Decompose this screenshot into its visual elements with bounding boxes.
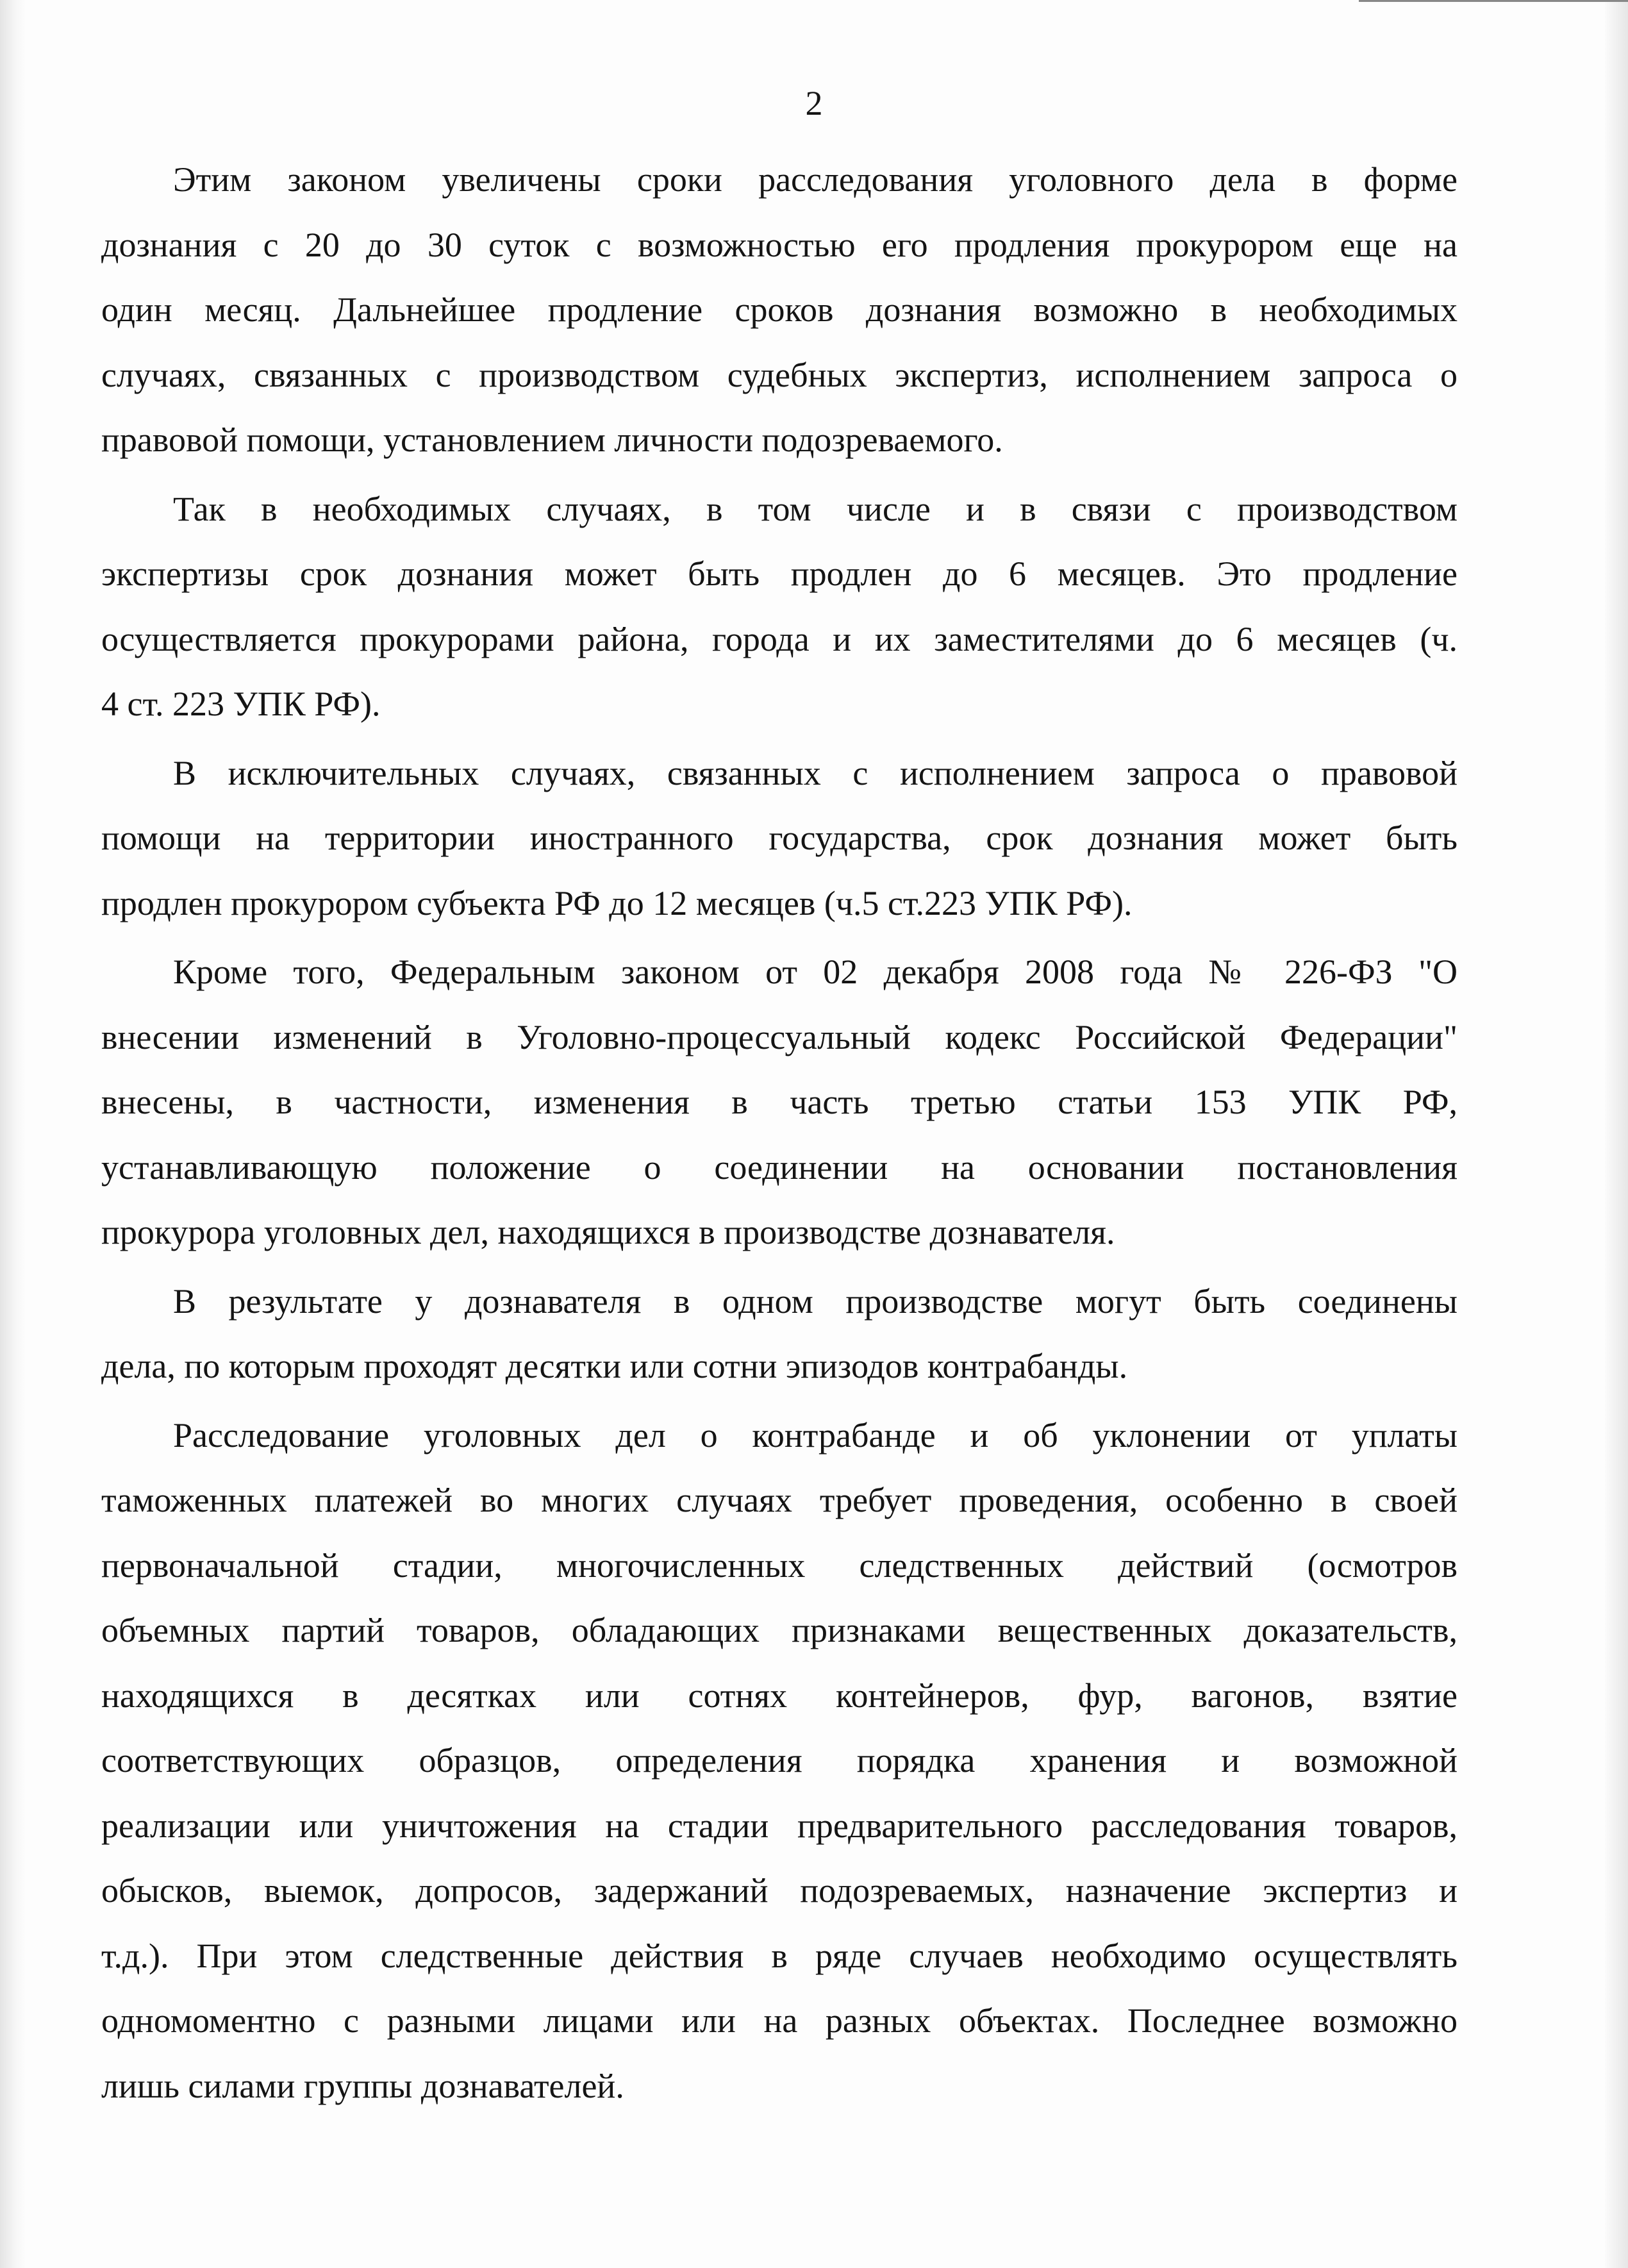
text-line: правовой помощи, установлением личности подозреваемого. xyxy=(101,421,1003,459)
text-line: В результате у дознавателя в одном производстве могут быть соединены xyxy=(173,1281,1458,1321)
paragraph xyxy=(101,1269,1458,1399)
text-line: дела, по которым проходят десятки или сотни эпизодов контрабанды. xyxy=(101,1347,1128,1385)
text-line: т.д.). При этом следственные действия в ряде случаев необходимо осуществлять xyxy=(101,1936,1458,1975)
text-line: реализации или уничтожения на стадии предварительного расследования товаров, xyxy=(101,1806,1458,1845)
paragraph xyxy=(101,477,1458,737)
text-line: 4 ст. 223 УПК РФ). xyxy=(101,685,381,723)
text-line: первоначальной стадии, многочисленных следственных действий (осмотров xyxy=(101,1546,1458,1585)
text-line: соответствующих образцов, определения порядка хранения и возможной xyxy=(101,1741,1458,1780)
text-line: Кроме того, Федеральным законом от 02 декабря 2008 года № 226-ФЗ "О xyxy=(173,953,1458,991)
text-line: дознания с 20 до 30 суток с возможностью его продления прокурором еще на xyxy=(101,225,1458,264)
scan-edge-left xyxy=(0,0,26,2268)
text-line: случаях, связанных с производством судебных экспертиз, исполнением запроса о xyxy=(101,355,1458,394)
paragraph xyxy=(101,147,1458,473)
text-line: внесены, в частности, изменения в часть третью статьи 153 УПК РФ, xyxy=(101,1083,1458,1121)
text-line: помощи на территории иностранного государства, срок дознания может быть xyxy=(101,819,1458,857)
paragraph xyxy=(101,940,1458,1265)
text-line: один месяц. Дальнейшее продление сроков дознания возможно в необходимых xyxy=(101,290,1458,329)
text-line: находящихся в десятках или сотнях контейнеров, фур, вагонов, взятие xyxy=(101,1676,1458,1715)
page-number: 2 xyxy=(805,84,823,122)
text-line: продлен прокурором субъекта РФ до 12 месяцев (ч.5 ст.223 УПК РФ). xyxy=(101,883,1133,922)
text-line: прокурора уголовных дел, находящихся в производстве дознавателя. xyxy=(101,1213,1115,1251)
text-line: В исключительных случаях, связанных с исполнением запроса о правовой xyxy=(173,753,1458,792)
text-line: Расследование уголовных дел о контрабанде и об уклонении от уплаты xyxy=(173,1415,1458,1455)
text-line: объемных партий товаров, обладающих признаками вещественных доказательств, xyxy=(101,1611,1458,1649)
paragraph xyxy=(101,741,1458,937)
paragraph xyxy=(101,1403,1458,2119)
document-body xyxy=(101,147,1458,2122)
scan-edge-right xyxy=(1605,0,1628,2268)
text-line: внесении изменений в Уголовно-процессуальный кодекс Российской Федерации" xyxy=(101,1017,1458,1056)
scan-corner-line xyxy=(1359,0,1628,2)
text-line: таможенных платежей во многих случаях требует проведения, особенно в своей xyxy=(101,1481,1458,1519)
text-line: устанавливающую положение о соединении на основании постановления xyxy=(101,1147,1458,1187)
text-line: осуществляется прокурорами района, города и их заместителями до 6 месяцев (ч. xyxy=(101,619,1458,658)
text-line: лишь силами группы дознавателей. xyxy=(101,2066,624,2105)
text-line: одномоментно с разными лицами или на разных объектах. Последнее возможно xyxy=(101,2001,1458,2040)
text-line: обысков, выемок, допросов, задержаний подозреваемых, назначение экспертиз и xyxy=(101,1871,1458,1910)
text-line: Этим законом увеличены сроки расследования уголовного дела в форме xyxy=(173,160,1458,199)
text-line: экспертизы срок дознания может быть продлен до 6 месяцев. Это продление xyxy=(101,554,1458,593)
text-line: Так в необходимых случаях, в том числе и в связи с производством xyxy=(173,489,1458,528)
